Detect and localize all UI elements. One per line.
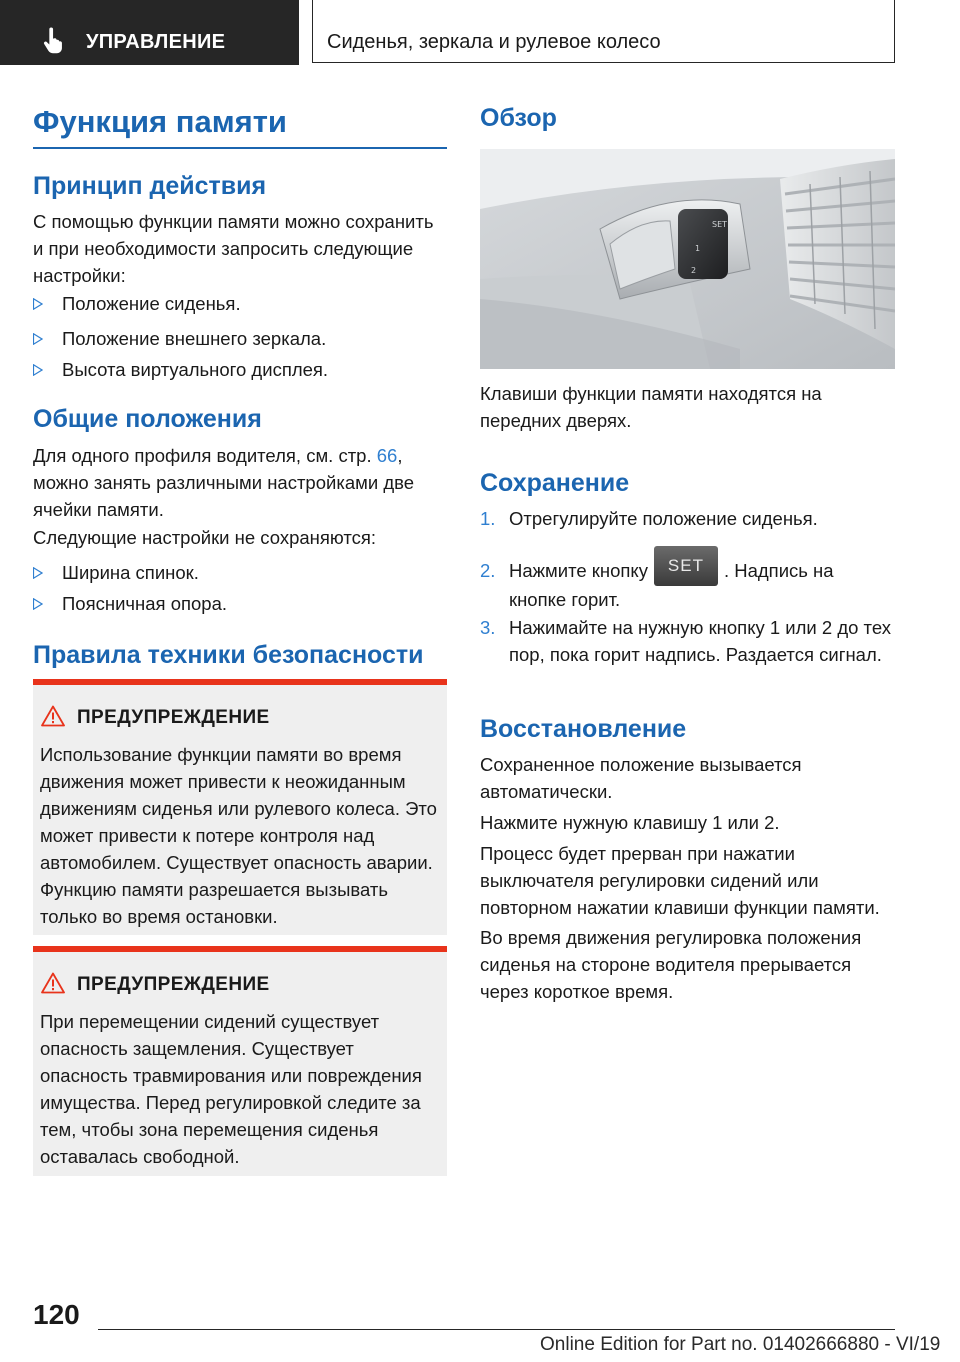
warning-box — [33, 679, 447, 935]
footer-rule — [98, 1329, 895, 1330]
warning-title: ПРЕДУПРЕЖДЕНИЕ — [77, 707, 270, 728]
svg-text:1: 1 — [695, 244, 701, 253]
warning-triangle-icon — [41, 705, 65, 727]
restore-paragraph: Процесс будет прерван при нажатии выключателя регулировки сидений или повторном нажатии клавиши функции памяти. — [480, 843, 880, 918]
warning-text: При перемещении сидений существует опасность защемления. Существует опасность травмирования или повреждения имущества. Перед регулировкой следите за тем, чтобы зона перемещения сиденья оставалась свободной. — [40, 1011, 422, 1167]
page-link[interactable]: 66 — [376, 445, 398, 466]
overview-heading: Обзор — [480, 104, 557, 132]
warning-box — [33, 946, 447, 1176]
principle-heading: Принцип действия — [33, 172, 267, 200]
triangle-bullet-icon — [33, 598, 43, 610]
save-heading: Сохранение — [480, 469, 630, 497]
page-number: 120 — [33, 1299, 80, 1330]
triangle-bullet-icon — [33, 298, 43, 310]
general-paragraph: Для одного профиля водителя, см. стр. 66, можно занять различными настройками две ячейки памяти. — [33, 445, 415, 520]
general-heading: Общие положения — [33, 405, 262, 433]
chapter-title: Сиденья, зеркала и рулевое колесо — [327, 31, 661, 53]
memory-buttons-photo — [480, 149, 895, 369]
restore-paragraph: Сохраненное положение вызывается автоматически. — [480, 754, 802, 802]
principle-intro: С помощью функции памяти можно сохранить и при необходимости запросить следующие настройки: — [33, 211, 434, 286]
triangle-bullet-icon — [33, 333, 43, 345]
triangle-bullet-icon — [33, 567, 43, 579]
page-title: Функция памяти — [33, 104, 287, 139]
header-chapter-box — [312, 0, 895, 63]
hand-pointer-icon — [40, 27, 68, 55]
not-saved-intro: Следующие настройки не сохраняются: — [33, 527, 377, 548]
warning-title: ПРЕДУПРЕЖДЕНИЕ — [77, 974, 270, 995]
memory-button-cluster — [678, 209, 728, 279]
restore-paragraph: Нажмите нужную клавишу 1 или 2. — [480, 812, 780, 833]
door-panel-illustration — [480, 149, 895, 369]
set-button: SET — [654, 546, 718, 586]
svg-text:2: 2 — [691, 266, 697, 275]
triangle-bullet-icon — [33, 364, 43, 376]
edition-note: Online Edition for Part no. 01402666880 - VI/19 — [540, 1334, 941, 1355]
title-underline — [33, 147, 447, 149]
safety-heading: Правила техники безопасности — [33, 641, 424, 669]
warning-text: Использование функции памяти во время движения может привести к неожиданным движениям сиденья или рулевого колеса. Это может привести к потере контроля над автомобилем. Существует опасность аварии. Функцию памяти разрешается вызывать только во время остановки. — [40, 744, 437, 927]
restore-paragraph: Во время движения регулировка положения сиденья на стороне водителя прерывается через короткое время. — [480, 927, 862, 1002]
restore-heading: Восстановление — [480, 715, 687, 743]
header-section-tab — [0, 0, 299, 65]
photo-caption: Клавиши функции памяти находятся на передних дверях. — [480, 383, 822, 431]
svg-text:SET: SET — [712, 220, 728, 229]
warning-triangle-icon — [41, 972, 65, 994]
section-title: УПРАВЛЕНИЕ — [86, 31, 226, 53]
